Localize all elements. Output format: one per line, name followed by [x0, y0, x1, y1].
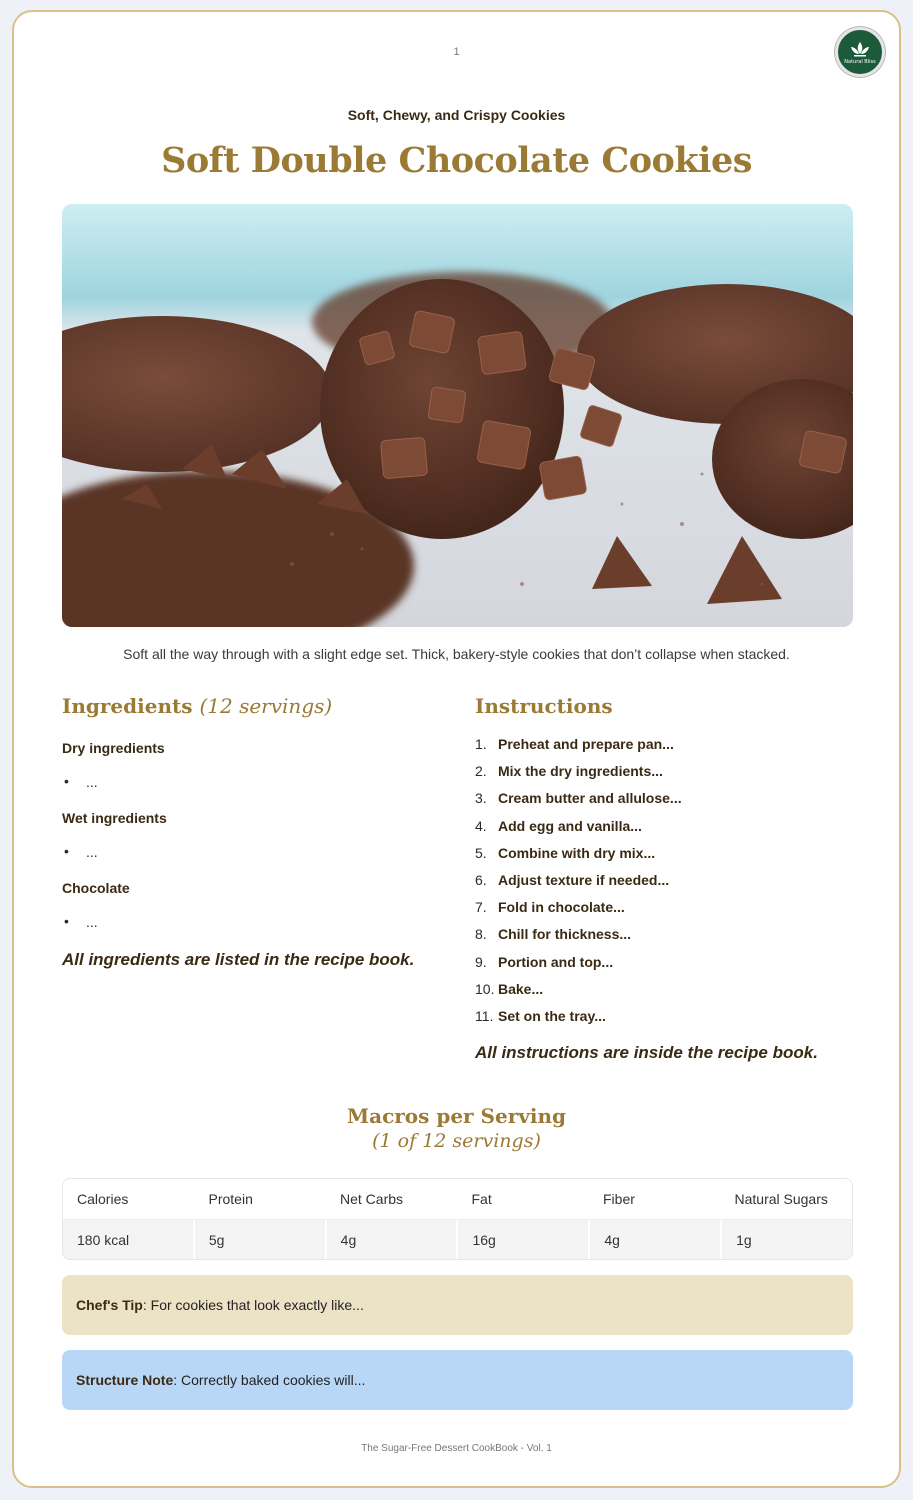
table-cell: 180 kcal — [63, 1220, 195, 1260]
structure-note-text: : Correctly baked cookies will... — [173, 1372, 366, 1388]
step-number: 6. — [475, 871, 487, 888]
step-item — [475, 899, 855, 926]
step-text: Chill for thickness... — [498, 926, 632, 943]
structure-note-box — [62, 1350, 853, 1410]
chefs-tip-label: Chef's Tip — [76, 1297, 143, 1313]
group-wet-heading: Wet ingredients — [62, 810, 167, 826]
step-text: Combine with dry mix... — [498, 844, 656, 861]
chefs-tip-box — [62, 1275, 853, 1335]
step-text: Fold in chocolate... — [498, 899, 625, 916]
list-item: • ... — [62, 844, 442, 860]
step-number: 5. — [475, 844, 487, 861]
ingredients-heading-text: Ingredients — [62, 694, 193, 718]
leaf-logo-icon — [835, 27, 885, 77]
group-chocolate-heading: Chocolate — [62, 880, 130, 896]
step-number: 1. — [475, 736, 487, 752]
step-item — [475, 818, 855, 845]
step-item — [475, 1008, 855, 1035]
step-text: Preheat and prepare pan... — [498, 736, 674, 752]
table-header-row — [63, 1179, 852, 1219]
table-cell: 1g — [736, 1232, 752, 1248]
step-item — [475, 954, 855, 981]
ingredients-section — [62, 694, 442, 970]
instructions-section — [475, 694, 855, 1063]
step-item — [475, 981, 855, 1008]
logo-text: Natural Bliss — [844, 58, 876, 65]
step-item — [475, 845, 855, 872]
step-item — [475, 790, 855, 817]
step-text: Bake... — [498, 980, 544, 997]
page-number: 1 — [453, 46, 460, 58]
recipe-subtitle: Soft, Chewy, and Crispy Cookies — [347, 107, 566, 123]
table-cell: 4g — [327, 1220, 459, 1260]
step-text: Add egg and vanilla... — [498, 817, 642, 834]
recipe-caption: Soft all the way through with a slight edge set. Thick, bakery-style cookies that don’t collapse when stacked. — [123, 646, 790, 662]
step-number: 10. — [475, 980, 495, 997]
group-dry-heading: Dry ingredients — [62, 740, 165, 756]
step-number: 4. — [475, 817, 487, 834]
step-item — [475, 763, 855, 790]
list-item: • ... — [62, 774, 442, 790]
table-cell: 4g — [590, 1220, 722, 1260]
step-number: 8. — [475, 926, 487, 943]
step-number: 9. — [475, 953, 487, 970]
instructions-heading: Instructions — [475, 694, 613, 718]
table-row — [63, 1219, 852, 1260]
step-text: Cream butter and allulose... — [498, 790, 682, 807]
ingredients-note: All ingredients are listed in the recipe book. — [62, 950, 415, 969]
structure-note-label: Structure Note — [76, 1372, 174, 1388]
instructions-list — [475, 736, 855, 1035]
list-item: • ... — [62, 914, 442, 930]
step-number: 2. — [475, 763, 487, 780]
ingredients-servings: (12 servings) — [199, 694, 333, 718]
chefs-tip-text: : For cookies that look exactly like... — [142, 1297, 364, 1313]
step-text: Mix the dry ingredients... — [498, 763, 663, 780]
table-header-cell: Natural Sugars — [734, 1191, 828, 1207]
step-item — [475, 872, 855, 899]
step-text: Portion and top... — [498, 953, 614, 970]
macros-heading: Macros per Serving — [346, 1104, 567, 1128]
page-footer: The Sugar-Free Dessert CookBook - Vol. 1 — [361, 1443, 552, 1454]
table-header-cell: Net Carbs — [340, 1191, 404, 1207]
table-cell: 16g — [458, 1220, 590, 1260]
table-header-cell: Fiber — [603, 1191, 635, 1207]
table-cell: 5g — [195, 1220, 327, 1260]
step-text: Set on the tray... — [498, 1007, 606, 1024]
table-header-cell: Protein — [208, 1191, 253, 1207]
table-header-cell: Fat — [471, 1191, 492, 1207]
macros-table — [62, 1178, 853, 1260]
recipe-title: Soft Double Chocolate Cookies — [161, 140, 752, 181]
chocolate-cookies-photo — [62, 204, 853, 627]
step-item — [475, 736, 855, 763]
step-number: 7. — [475, 899, 487, 916]
ingredients-heading — [62, 694, 442, 726]
macros-subheading: (1 of 12 servings) — [372, 1130, 541, 1152]
recipe-page — [12, 10, 901, 1488]
step-item — [475, 926, 855, 953]
step-number: 3. — [475, 790, 487, 807]
instructions-note: All instructions are inside the recipe book. — [475, 1043, 818, 1063]
step-text: Adjust texture if needed... — [498, 871, 670, 888]
step-number: 11. — [475, 1007, 494, 1024]
table-header-cell: Calories — [77, 1191, 129, 1207]
